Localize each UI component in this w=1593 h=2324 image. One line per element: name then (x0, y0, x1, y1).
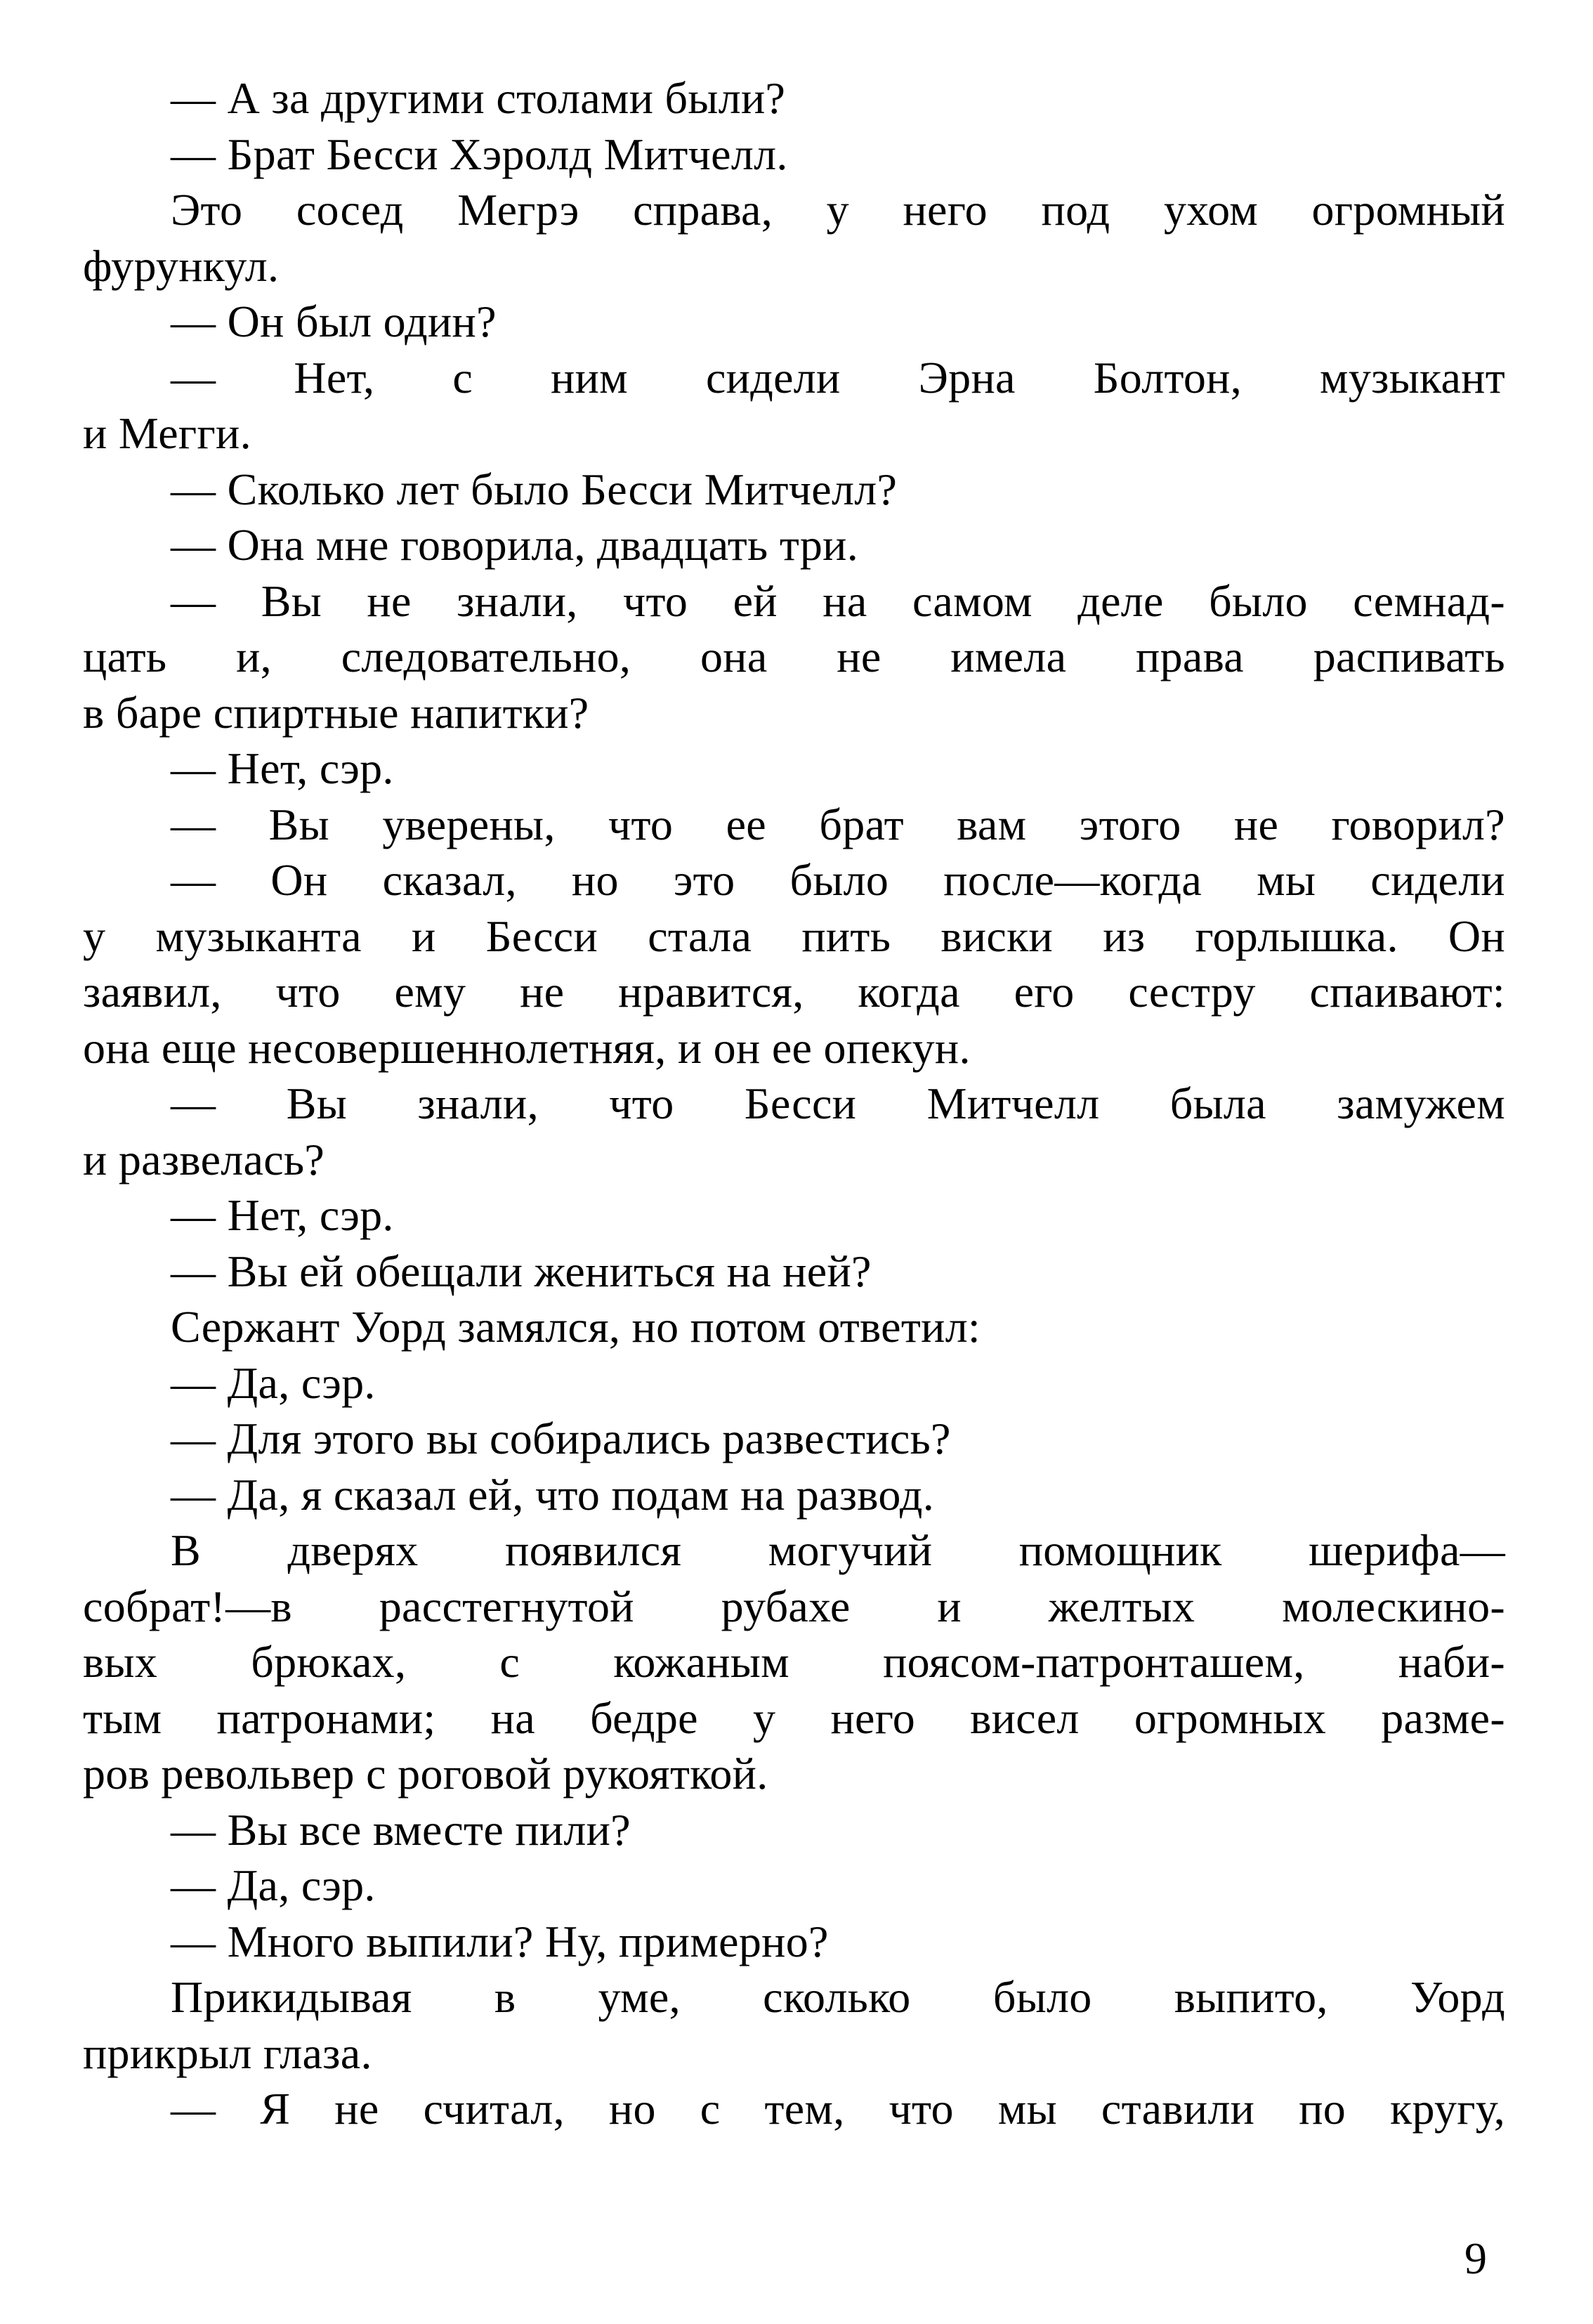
text-line: — Вы ей обещали жениться на ней? (171, 1246, 872, 1296)
text-line: — Брат Бесси Хэролд Митчелл. (171, 129, 788, 179)
text-line: — Вы знали, что Бесси Митчелл была замужем (171, 1078, 1505, 1128)
text-line: — Да, сэр. (171, 1860, 376, 1910)
text-line: прикрыл глаза. (83, 2028, 372, 2078)
page-number: 9 (1464, 2233, 1487, 2283)
text-line: ров револьвер с роговой рукояткой. (83, 1749, 768, 1799)
text-line: — Нет, сэр. (171, 743, 394, 793)
text-line: — Много выпили? Ну, примерно? (171, 1916, 829, 1966)
text-line: — Да, сэр. (171, 1357, 376, 1408)
text-line: — Вы уверены, что ее брат вам этого не говорил? (171, 799, 1505, 849)
text-line: — Вы все вместе пили? (171, 1804, 631, 1855)
text-line: собрат!—в расстегнутой рубахе и желтых молескино- (83, 1581, 1505, 1631)
text-line: и Мегги. (83, 408, 251, 458)
text-line: Прикидывая в уме, сколько было выпито, Уорд (171, 1972, 1505, 2022)
text-line: — Он сказал, но это было после—когда мы сидели (171, 855, 1505, 905)
text-line: она еще несовершеннолетняя, и он ее опекун. (83, 1022, 971, 1073)
text-line: — Для этого вы собирались развестись? (171, 1414, 951, 1463)
text-line: — Нет, с ним сидели Эрна Болтон, музыкант (171, 352, 1505, 403)
text-line: Сержант Уорд замялся, но потом ответил: (171, 1302, 981, 1352)
text-line: тым патронами; на бедре у него висел огромных разме- (83, 1692, 1505, 1743)
page-text (83, 70, 1505, 2137)
text-line: и развелась? (83, 1134, 325, 1184)
text-line: у музыканта и Бесси стала пить виски из горлышка. Он (83, 910, 1505, 961)
text-line: вых брюках, с кожаным поясом-патронташем, наби- (83, 1637, 1505, 1687)
text-line: В дверях появился могучий помощник шерифа— (171, 1525, 1505, 1575)
text-line: Это сосед Мегрэ справа, у него под ухом огромный (171, 185, 1505, 235)
text-line: — Да, я сказал ей, что подам на развод. (171, 1469, 935, 1520)
text-line: — Вы не знали, что ей на самом деле было семнад- (171, 575, 1505, 626)
text-line: цать и, следовательно, она не имела права распивать (83, 632, 1505, 681)
text-line: фурункул. (83, 240, 280, 291)
text-line: — Я не считал, но с тем, что мы ставили по кругу, (171, 2084, 1505, 2134)
text-line: — А за другими столами были? (171, 73, 786, 123)
text-line: в баре спиртные напитки? (83, 687, 589, 738)
text-line: — Сколько лет было Бесси Митчелл? (171, 464, 898, 514)
text-line: — Он был один? (171, 296, 497, 346)
text-line: заявил, что ему не нравится, когда его сестру спаивают: (83, 967, 1505, 1017)
text-line: — Она мне говорила, двадцать три. (171, 520, 859, 570)
text-line: — Нет, сэр. (171, 1190, 394, 1240)
